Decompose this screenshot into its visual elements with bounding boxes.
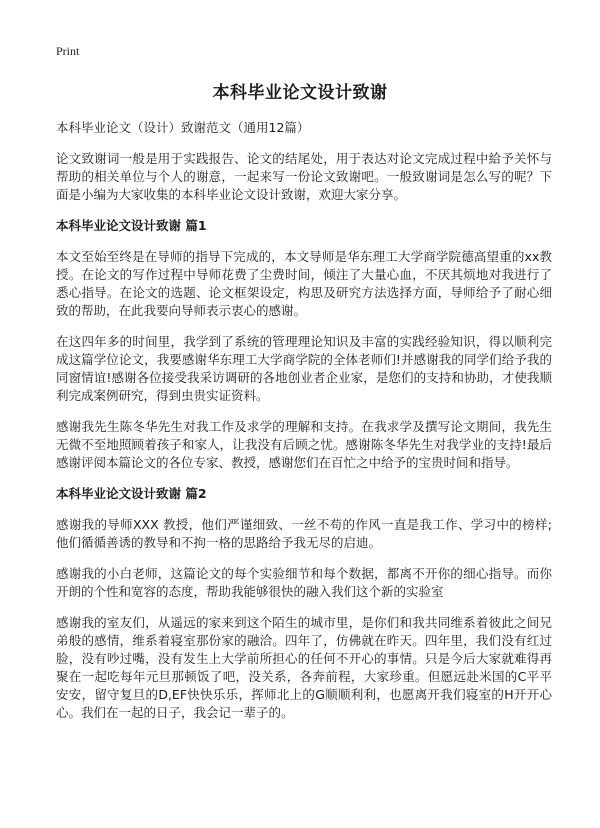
section-heading-1: 本科毕业论文设计致谢 篇1 xyxy=(56,218,207,233)
section-1-paragraph-1: 本文至始至终是在导师的指导下完成的，本文导师是华东理工大学商学院德高望重的xx教授。在论文的写作过程中导师花费了尘费时间，倾注了大量心血，不厌其烦地对我进行了悉心指导。在论文的选题、论文框架设定，构思及研究方法选择方面，导师给予了耐心细致的帮助，在此我要向导师表示衷心的感谢。 xyxy=(56,249,552,318)
section-2-paragraph-1: 感谢我的导师XXX 教授，他们严谨细致、一丝不苟的作风一直是我工作、学习中的榜样;他们循循善诱的教导和不拘一格的思路给予我无尽的启迪。 xyxy=(56,517,552,550)
intro-paragraph: 论文致谢词一般是用于实践报告、论文的结尾处，用于表达对论文完成过程中給予关怀与帮助的相关单位与个人的谢意，一起来写一份论文致谢吧。一般致谢词是怎么写的呢？下面是小编为大家收集的本科毕业论文设计致谢，欢迎大家分享。 xyxy=(56,151,552,202)
section-2-paragraph-3: 感谢我的室友们，从遥远的家来到这个陌生的城市里，是你们和我共同维系着彼此之间兄弟般的感情，维系着寝室那份家的融洽。四年了，仿佛就在昨天。四年里，我们没有红过脸，没有吵过嘴，没有发生上大学前所担心的任何不开心的事情。只是今后大家就难得再聚在一起吃每年元旦那顿饭了吧，没关系，各奔前程，大家珍重。但愿远赴米国的C平平安安，留守复旦的D,EF快快乐乐，挥师北上的G顺顺利利，也愿离开我们寝室的H开开心心。我们在一起的日子，我会记一辈子的。 xyxy=(56,615,552,720)
section-1-paragraph-3: 感谢我先生陈冬华先生对我工作及求学的理解和支持。在我求学及撰写论文期间，我先生无微不至地照顾着孩子和家人，让我没有后顾之忧。感谢陈冬华先生对我学业的支持!最后感谢评阅本篇论文的各位专家、教授，感谢您们在百忙之中给予的宝贵时间和指导。 xyxy=(56,419,552,470)
page-title: 本科毕业论文设计致谢 xyxy=(212,83,388,103)
section-1-paragraph-2: 在这四年多的时间里，我学到了系统的管理理论知识及丰富的实践经验知识，得以顺利完成这篇学位论文，我要感谢华东理工大学商学院的全体老师们!并感谢我的同学们给予我的同窗情谊!感谢各位接受我采访调研的各地创业者企业家，是您们的支持和协助，才使我顺利完成案例研究，得到虫贵实证资料。 xyxy=(56,334,552,403)
section-2-paragraph-2: 感谢我的小白老师，这篇论文的每个实验细节和每个数据，都离不开你的细心指导。而你开朗的个性和宽容的态度，帮助我能够很快的融入我们这个新的实验室 xyxy=(56,566,552,599)
subtitle: 本科毕业论文（设计）致谢范文（通用12篇） xyxy=(56,120,310,135)
document-body xyxy=(56,119,552,735)
print-link[interactable]: Print xyxy=(56,44,80,58)
section-heading-2: 本科毕业论文设计致谢 篇2 xyxy=(56,486,207,501)
